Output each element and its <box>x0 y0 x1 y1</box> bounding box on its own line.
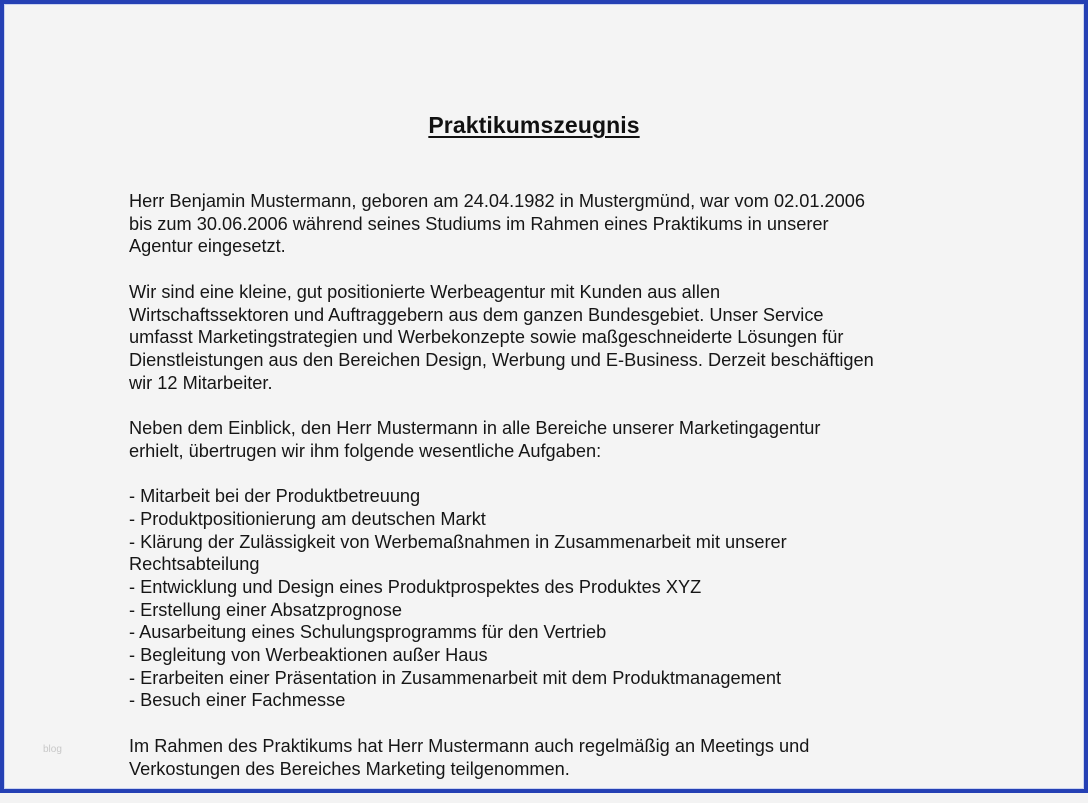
task-item: - Klärung der Zulässigkeit von Werbemaßnahmen in Zusammenarbeit mit unserer <box>129 531 787 552</box>
tasks-intro-paragraph <box>129 417 969 462</box>
watermark-text: blog <box>43 744 62 755</box>
tasks-list <box>129 485 969 712</box>
text-line: erhielt, übertrugen wir ihm folgende wesentliche Aufgaben: <box>129 440 602 461</box>
company-paragraph <box>129 281 969 395</box>
text-line: Neben dem Einblick, den Herr Mustermann in alle Bereiche unserer Marketingagentur <box>129 418 821 438</box>
text-line: bis zum 30.06.2006 während seines Studiums im Rahmen eines Praktikums in unserer <box>129 213 829 234</box>
document-body <box>129 190 969 803</box>
task-item: - Ausarbeitung eines Schulungsprogramms für den Vertrieb <box>129 622 607 643</box>
task-item: - Erarbeiten einer Präsentation in Zusammenarbeit mit dem Produktmanagement <box>129 667 782 688</box>
text-line: Wir sind eine kleine, gut positionierte Werbeagentur mit Kunden aus allen <box>129 281 721 302</box>
task-item: - Produktpositionierung am deutschen Markt <box>129 508 486 529</box>
task-item: - Besuch einer Fachmesse <box>129 690 346 711</box>
task-item: - Erstellung einer Absatzprognose <box>129 599 402 620</box>
text-line: wir 12 Mitarbeiter. <box>129 372 273 393</box>
closing-paragraph <box>129 735 969 780</box>
text-line: Verkostungen des Bereiches Marketing teilgenommen. <box>129 758 570 779</box>
text-line: umfasst Marketingstrategien und Werbekonzepte sowie maßgeschneiderte Lösungen für <box>129 327 844 348</box>
text-line: Herr Benjamin Mustermann, geboren am 24.04.1982 in Mustergmünd, war vom 02.01.2006 <box>129 191 865 211</box>
text-line: Agentur eingesetzt. <box>129 236 286 257</box>
task-item: - Begleitung von Werbeaktionen außer Haus <box>129 645 488 666</box>
text-line: Dienstleistungen aus den Bereichen Design, Werbung und E-Business. Derzeit beschäftigen <box>129 349 874 370</box>
text-line: Wirtschaftssektoren und Auftraggebern aus dem ganzen Bundesgebiet. Unser Service <box>129 304 824 325</box>
task-item: - Entwicklung und Design eines Produktprospektes des Produktes XYZ <box>129 576 702 597</box>
document-title: Praktikumszeugnis <box>428 112 640 138</box>
text-line: Im Rahmen des Praktikums hat Herr Mustermann auch regelmäßig an Meetings und <box>129 735 810 756</box>
task-item-continuation: Rechtsabteilung <box>129 554 260 575</box>
intro-paragraph <box>129 190 969 258</box>
task-item: - Mitarbeit bei der Produktbetreuung <box>129 486 421 507</box>
